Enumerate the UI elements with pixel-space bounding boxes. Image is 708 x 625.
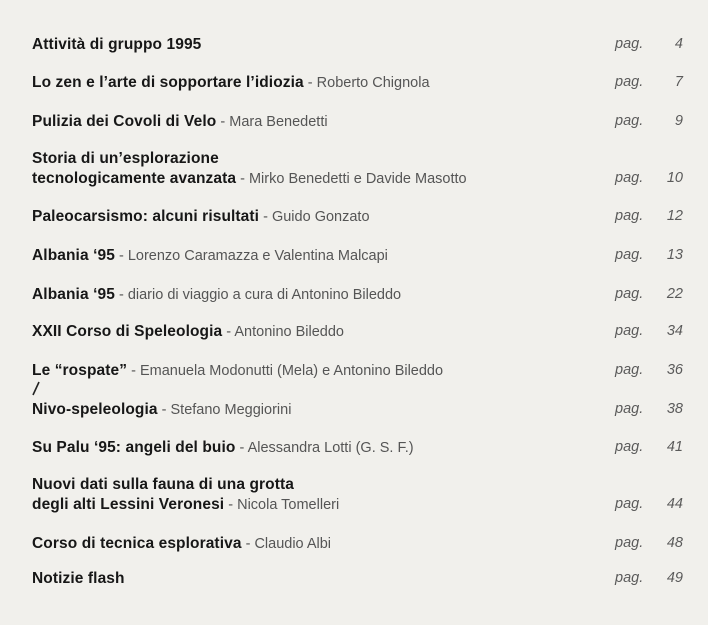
page-number: 22	[666, 286, 683, 302]
toc-entry-line	[32, 170, 692, 190]
page-number: 4	[674, 36, 683, 52]
toc-title: Nuovi dati sulla fauna di una grotta	[32, 476, 294, 493]
toc-author: Lorenzo Caramazza e Valentina Malcapi	[127, 248, 388, 264]
toc-separator: -	[236, 171, 249, 187]
page-label: pag.	[615, 74, 644, 90]
toc-entry-line	[32, 208, 692, 228]
toc-entry-line	[32, 570, 692, 590]
toc-entry	[32, 150, 692, 190]
toc-separator: -	[241, 536, 255, 552]
page-label: pag.	[615, 323, 644, 339]
toc-separator: -	[235, 440, 248, 456]
toc-author: Mirko Benedetti e Davide Masotto	[248, 171, 467, 187]
toc-author: Nicola Tomelleri	[237, 497, 340, 513]
page-label: pag.	[615, 36, 644, 52]
toc-author: Antonino Bileddo	[234, 324, 345, 340]
page-number: 10	[666, 170, 683, 186]
page-number: 36	[666, 362, 683, 378]
toc-entry-line	[32, 247, 692, 267]
toc-entry-line	[32, 286, 692, 306]
toc-separator: -	[114, 287, 128, 303]
page-number: 7	[674, 74, 683, 90]
toc-title: Albania ‘95	[32, 286, 115, 303]
page-label: pag.	[615, 286, 644, 302]
toc-title: tecnologicamente avanzata	[32, 170, 237, 187]
page-number: 34	[666, 323, 683, 339]
toc-entry	[32, 476, 692, 516]
page-label: pag.	[615, 247, 644, 263]
page-label: pag.	[615, 570, 644, 586]
toc-author: Alessandra Lotti (G. S. F.)	[247, 440, 414, 456]
toc-title: Paleocarsismo: alcuni risultati	[32, 208, 260, 225]
toc-title: Albania ‘95	[32, 247, 115, 264]
toc-separator: -	[303, 75, 317, 91]
toc-title: Storia di un’esplorazione	[32, 150, 219, 167]
page-number: 9	[674, 113, 683, 129]
page-number: 12	[666, 208, 683, 224]
toc-entry-line	[32, 535, 692, 555]
toc-entry-line	[32, 74, 692, 94]
toc-author: diario di viaggio a cura di Antonino Bileddo	[127, 287, 402, 303]
toc-entry-line	[32, 401, 692, 421]
toc-separator: -	[222, 324, 235, 340]
page-label: pag.	[615, 439, 644, 455]
pen-mark	[31, 380, 41, 396]
toc-entry-line	[32, 323, 692, 343]
toc-entry-line	[32, 476, 692, 496]
page-label: pag.	[615, 170, 644, 186]
page-number: 41	[666, 439, 683, 455]
toc-entry-line	[32, 362, 692, 382]
toc-separator: -	[114, 248, 128, 264]
toc-separator: -	[216, 114, 230, 130]
toc-entry	[32, 401, 692, 421]
toc-title: Attività di gruppo 1995	[32, 36, 202, 53]
toc-entry	[32, 362, 692, 382]
toc-entry	[32, 535, 692, 555]
page-number: 48	[666, 535, 683, 551]
page-label: pag.	[615, 401, 644, 417]
toc-separator: -	[157, 402, 171, 418]
toc-author: Roberto Chignola	[316, 75, 430, 91]
toc-entry-line	[32, 36, 692, 56]
toc-entry	[32, 113, 692, 133]
toc-separator: -	[259, 209, 272, 225]
toc-entry	[32, 286, 692, 306]
page-number: 49	[666, 570, 683, 586]
toc-author: Guido Gonzato	[271, 209, 370, 225]
toc-entry-line	[32, 439, 692, 459]
toc-entry	[32, 247, 692, 267]
toc-entry	[32, 36, 692, 56]
page-number: 13	[666, 247, 683, 263]
toc-author: Stefano Meggiorini	[170, 402, 292, 418]
toc-entry	[32, 570, 692, 590]
toc-title: XXII Corso di Speleologia	[32, 323, 223, 340]
toc-separator: -	[127, 363, 140, 379]
toc-entry-line	[32, 150, 692, 170]
toc-title: Pulizia dei Covoli di Velo	[32, 113, 217, 130]
toc-entry	[32, 208, 692, 228]
toc-entry	[32, 439, 692, 459]
page-label: pag.	[615, 362, 644, 378]
toc-title: Lo zen e l’arte di sopportare l’idiozia	[32, 74, 304, 91]
toc-title: degli alti Lessini Veronesi	[32, 496, 225, 513]
toc-entry-line	[32, 113, 692, 133]
toc-entry	[32, 74, 692, 94]
toc-author: Claudio Albi	[254, 536, 332, 552]
page-number: 44	[666, 496, 683, 512]
toc-title: Corso di tecnica esplorativa	[32, 535, 242, 552]
toc-author: Mara Benedetti	[229, 114, 328, 130]
toc-entry-line	[32, 496, 692, 516]
toc-title: Su Palu ‘95: angeli del buio	[32, 439, 236, 456]
page-label: pag.	[615, 535, 644, 551]
toc-title: Nivo-speleologia	[32, 401, 158, 418]
toc-title: Notizie flash	[32, 570, 125, 587]
toc-author: Emanuela Modonutti (Mela) e Antonino Bileddo	[139, 363, 444, 379]
page-label: pag.	[615, 208, 644, 224]
toc-entry	[32, 323, 692, 343]
toc-title: Le “rospate”	[32, 362, 128, 379]
page-number: 38	[666, 401, 683, 417]
toc-separator: -	[224, 497, 238, 513]
page-label: pag.	[615, 496, 644, 512]
page-label: pag.	[615, 113, 644, 129]
